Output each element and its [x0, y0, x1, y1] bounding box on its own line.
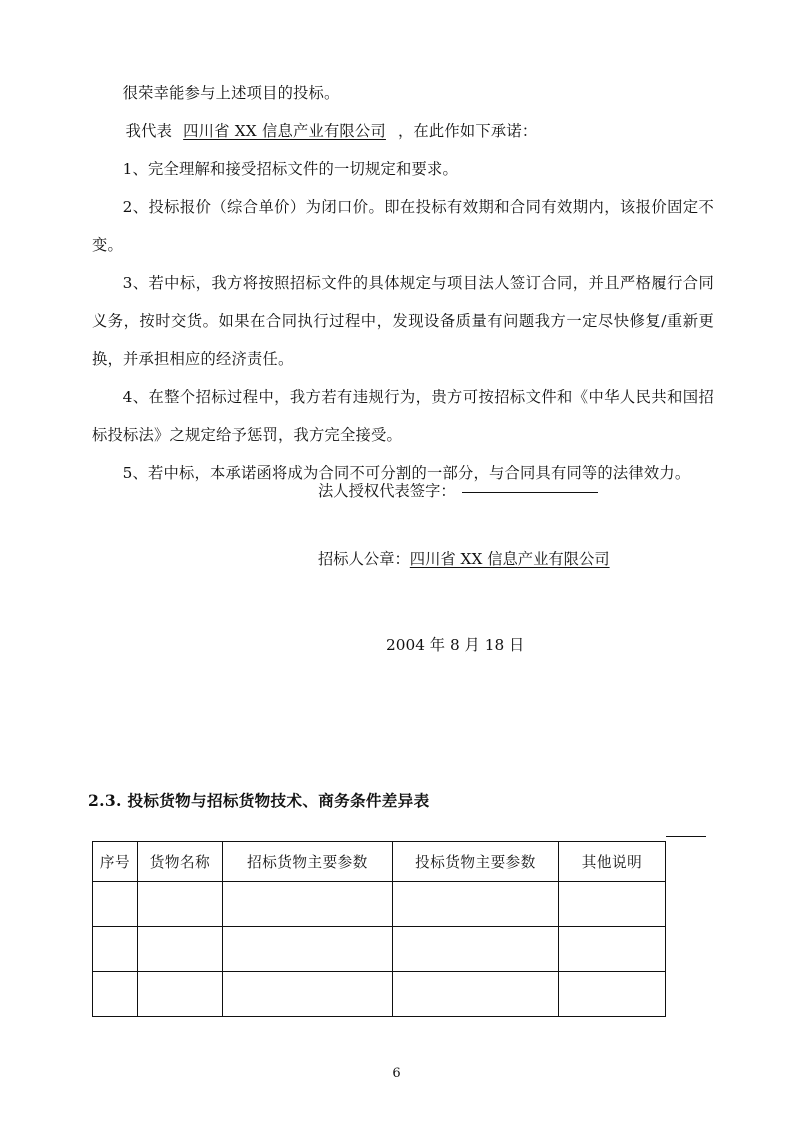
signature-representative-line — [318, 478, 718, 504]
table-cell[interactable] — [559, 927, 666, 972]
table-cell[interactable] — [559, 882, 666, 927]
signature-representative-label: 法人授权代表签字： — [318, 482, 456, 500]
paragraph-intro: 很荣幸能参与上述项目的投标。 — [122, 84, 340, 102]
table-cell[interactable] — [223, 972, 393, 1017]
table-cell[interactable] — [93, 882, 138, 927]
signature-representative-blank[interactable] — [462, 492, 598, 493]
difference-table — [92, 841, 666, 1017]
table-header — [93, 842, 666, 882]
table-header-cell-tender-params: 招标货物主要参数 — [223, 842, 393, 882]
representative-company-text: 四川省 XX 信息产业有限公司 — [183, 122, 386, 140]
table-header-cell-sequence: 序号 — [93, 842, 138, 882]
representative-company-field — [172, 122, 398, 140]
table-cell[interactable] — [138, 972, 223, 1017]
page-number: 6 — [392, 1066, 401, 1081]
table-cell[interactable] — [93, 927, 138, 972]
table-cell[interactable] — [223, 927, 393, 972]
table-row — [93, 927, 666, 972]
table-cell[interactable] — [393, 972, 559, 1017]
paragraph-item-2: 2、投标报价（综合单价）为闭口价。即在投标有效期和合同有效期内，该报价固定不变。 — [92, 198, 714, 254]
paragraph-representative — [92, 112, 714, 150]
table-header-cell-remarks: 其他说明 — [559, 842, 666, 882]
paragraph-item-1: 1、完全理解和接受招标文件的一切规定和要求。 — [122, 160, 458, 178]
representative-prefix-text: 我代表 — [125, 122, 173, 140]
stray-horizontal-rule — [666, 836, 706, 837]
table-cell[interactable] — [393, 882, 559, 927]
table-cell[interactable] — [223, 882, 393, 927]
paragraph-item-5: 5、若中标，本承诺函将成为合同不可分割的一部分，与合同具有同等的法律效力。 — [122, 464, 691, 482]
table-cell[interactable] — [559, 972, 666, 1017]
table-cell[interactable] — [138, 927, 223, 972]
signature-spacer — [318, 504, 718, 546]
table-header-cell-goods-name: 货物名称 — [138, 842, 223, 882]
table-row — [93, 882, 666, 927]
table-row — [93, 972, 666, 1017]
table-cell[interactable] — [393, 927, 559, 972]
paragraph-item-4: 4、在整个招标过程中，我方若有违规行为，贵方可按招标文件和《中华人民共和国招标投标法》之规定给予惩罚，我方完全接受。 — [92, 388, 714, 444]
table-body — [93, 882, 666, 1017]
section-heading: 2.3. 投标货物与招标货物技术、商务条件差异表 — [88, 791, 430, 810]
body-text-block — [92, 74, 714, 492]
table-cell[interactable] — [138, 882, 223, 927]
table-cell[interactable] — [93, 972, 138, 1017]
signature-date: 2004 年 8 月 18 日 — [386, 636, 525, 654]
paragraph-item-3: 3、若中标，我方将按照招标文件的具体规定与项目法人签订合同，并且严格履行合同义务，按时交货。如果在合同执行过程中，发现设备质量有问题我方一定尽快修复/重新更换，并承担相应的经济责任。 — [92, 274, 714, 368]
table-header-cell-bid-params: 投标货物主要参数 — [393, 842, 559, 882]
signature-seal-line — [318, 546, 718, 572]
signature-seal-company: 四川省 XX 信息产业有限公司 — [409, 550, 610, 568]
signature-seal-label: 招标人公章： — [318, 550, 410, 568]
signature-block — [318, 478, 718, 572]
table-header-row — [93, 842, 666, 882]
representative-suffix-text: ，在此作如下承诺： — [397, 122, 538, 140]
